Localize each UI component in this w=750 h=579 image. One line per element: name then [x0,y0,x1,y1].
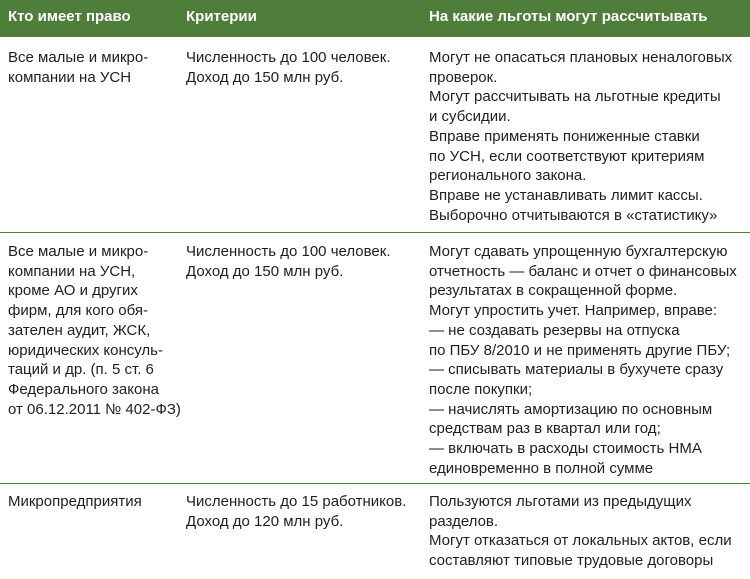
header-benefits: На какие льготы могут рассчитывать [429,8,708,25]
row-3-benefits: Пользуются льготами из предыдущих разделов. Могут отказаться от локальных актов, если составляют типовые трудовые договоры [429,493,732,570]
header-who: Кто имеет право [8,8,131,25]
row-3-who: Микропредприятия [8,493,142,510]
header-criteria: Критерии [186,8,257,25]
row-1-benefits: Могут не опасаться плановых неналоговых проверок. Могут рассчитывать на льготные кредиты и субсидии. Вправе применять пониженные ставки по УСН, если соответствуют критериям регионального закона. Вправе не устанавливать лимит кассы. Выборочно отчитываются в «статистику» [429,49,733,224]
row-2-who: Все малые и микро- компании на УСН, кроме АО и других фирм, для кого обя- зателен аудит, ЖСК, юридических консуль- таций и др. (п. 5 ст. 6 Федерального закона от 06.12.2011 № 402-ФЗ) [8,243,181,418]
row-3-criteria: Численность до 15 работников. Доход до 120 млн руб. [186,493,407,530]
row-divider [0,483,750,484]
row-2-benefits: Могут сдавать упрощенную бухгалтерскую отчетность — баланс и отчет о финансовых результатах в сокращенной форме. Могут упростить учет. Например, вправе: — не создавать резервы на отпуска по ПБУ 8/2010 и не применять другие ПБУ; — списывать материалы в бухучете сразу после покупки; — начислять амортизацию по основным средствам раз в квартал или год; — включать в расходы стоимость НМА единовременно в полной сумме [429,243,737,477]
row-2-criteria: Численность до 100 человек. Доход до 150 млн руб. [186,243,391,280]
row-1-criteria: Численность до 100 человек. Доход до 150 млн руб. [186,49,391,86]
row-1-who: Все малые и микро- компании на УСН [8,49,149,86]
table-header [0,0,750,37]
row-divider [0,232,750,233]
